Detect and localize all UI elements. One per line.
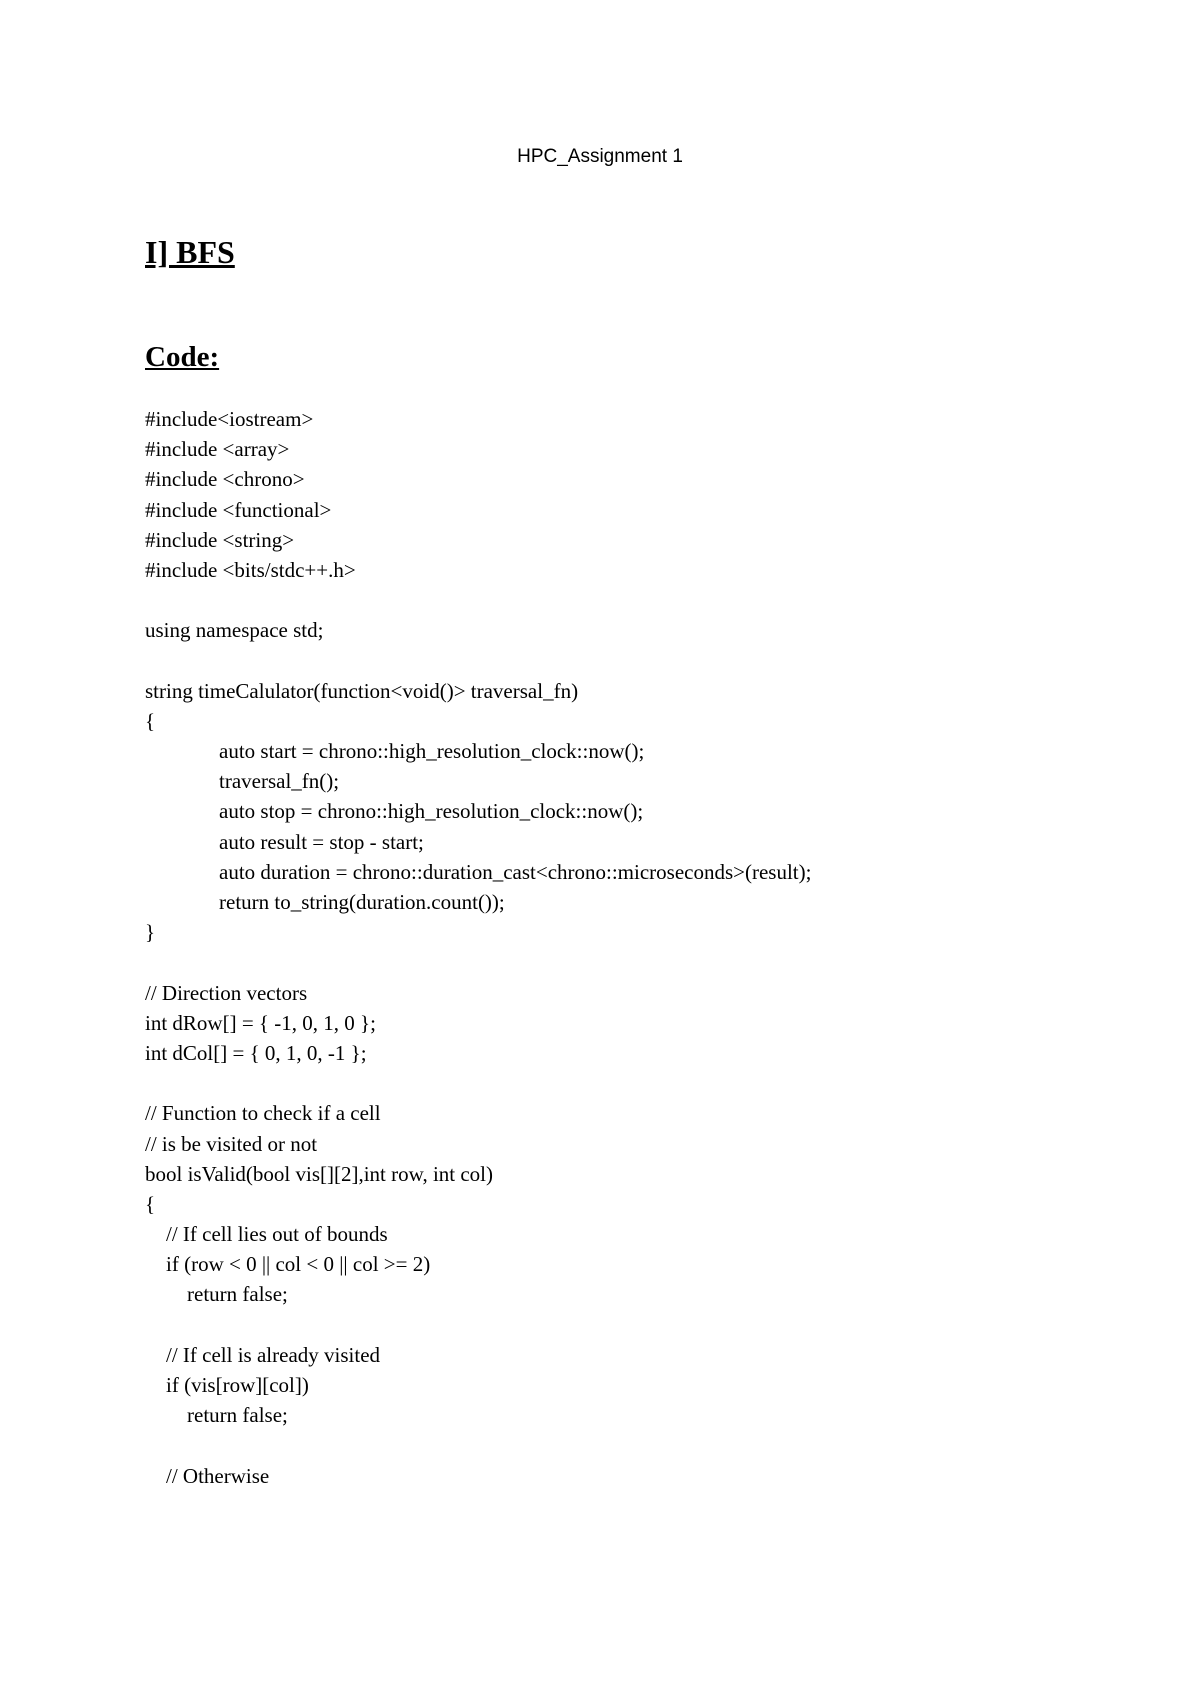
code-line [145,646,1145,676]
code-line: // Direction vectors [145,980,308,1005]
code-line: { [145,1191,156,1216]
code-line: // is be visited or not [145,1131,318,1156]
code-line: auto start = chrono::high_resolution_clock::now(); [219,739,645,764]
code-line: } [145,920,156,945]
code-line: // If cell lies out of bounds [145,1222,388,1247]
code-line: #include <chrono> [145,467,305,492]
code-line: if (row < 0 || col < 0 || col >= 2) [145,1252,431,1277]
code-line [145,1068,1145,1098]
code-line: auto result = stop - start; [219,829,424,854]
code-line [145,1430,1145,1460]
code-line [145,947,1145,977]
code-line: return false; [145,1282,288,1307]
code-line: traversal_fn(); [219,769,340,794]
code-line: // If cell is already visited [145,1342,381,1367]
code-line: // Function to check if a cell [145,1101,381,1126]
code-line: auto duration = chrono::duration_cast<chrono::microseconds>(result); [219,859,812,884]
page-header: HPC_Assignment 1 [517,146,683,167]
section-heading: I] BFS [145,234,235,270]
code-line [145,585,1145,615]
code-line: return to_string(duration.count()); [219,890,505,914]
code-label: Code: [145,341,220,373]
code-line: #include<iostream> [145,407,314,431]
code-line: string timeCalulator(function<void()> traversal_fn) [145,678,579,703]
code-line: #include <string> [145,527,295,552]
code-line: int dCol[] = { 0, 1, 0, -1 }; [145,1040,367,1065]
code-line: auto stop = chrono::high_resolution_clock::now(); [219,799,644,824]
code-line: { [145,708,156,733]
code-block [145,404,1145,1491]
code-line: int dRow[] = { -1, 0, 1, 0 }; [145,1010,376,1035]
code-line: using namespace std; [145,618,324,643]
code-line: return false; [145,1403,288,1428]
code-line: #include <functional> [145,497,332,522]
code-line [145,1310,1145,1340]
code-line: if (vis[row][col]) [145,1373,309,1397]
code-line: #include <bits/stdc++.h> [145,557,356,582]
code-line: // Otherwise [145,1463,270,1488]
code-line: #include <array> [145,437,290,462]
code-line: bool isValid(bool vis[][2],int row, int col) [145,1161,494,1186]
